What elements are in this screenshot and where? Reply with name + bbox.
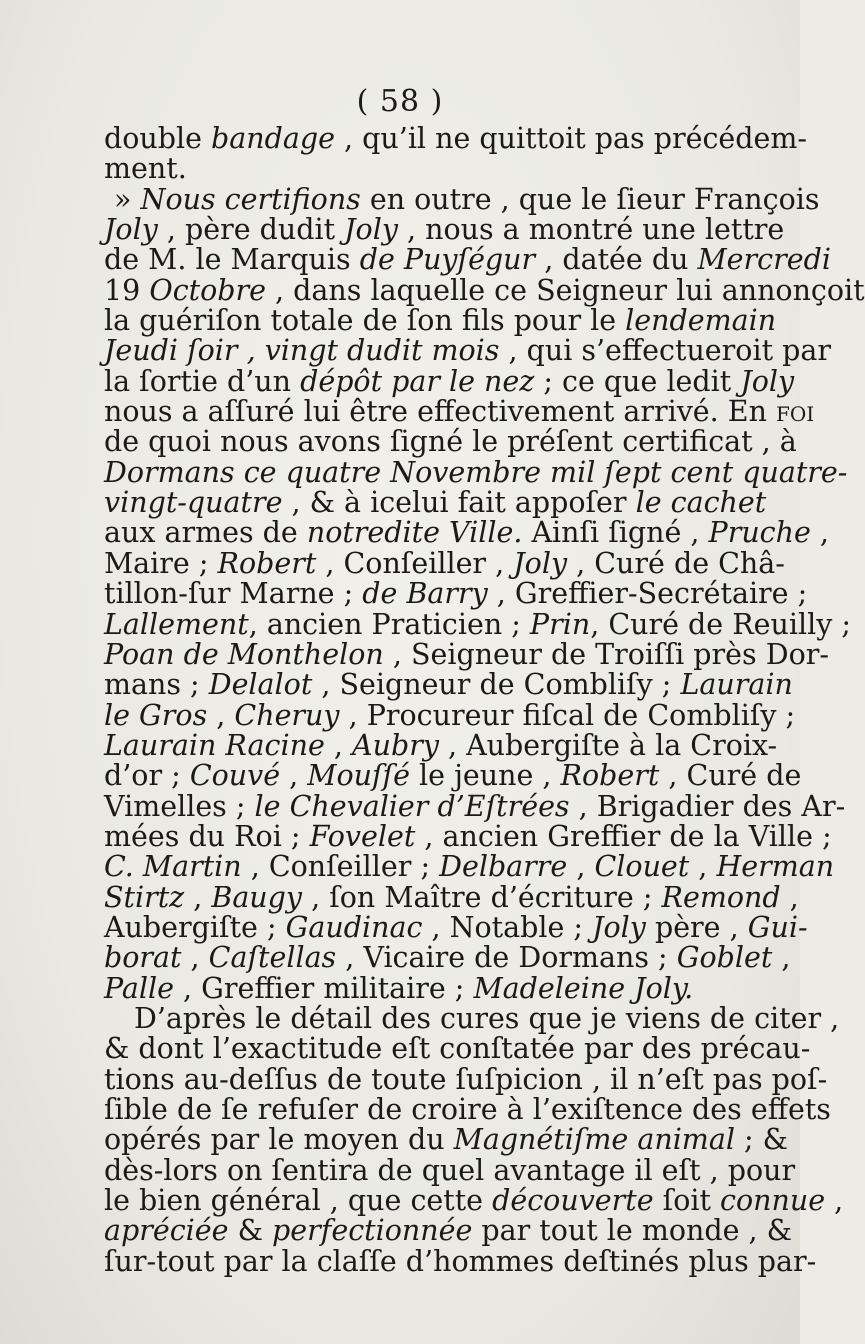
italic-text: Fovelet — [309, 819, 416, 853]
text-segment: , Seigneur de Troiſſi près Dor- — [383, 637, 829, 671]
italic-text: perfectionnée — [272, 1214, 473, 1248]
italic-text: lendemain — [625, 304, 777, 338]
text-line — [104, 850, 835, 884]
text-segment: , — [567, 850, 595, 884]
text-segment: , Notable ; — [422, 910, 593, 944]
text-segment: dès-lors on ſentira de quel avantage il eſt , pour — [104, 1153, 796, 1187]
text-segment: , & à icelui fait appoſer — [282, 486, 636, 520]
text-segment: ſur-tout par la claſſe d’hommes deſtinés plus par- — [104, 1244, 817, 1278]
italic-text: de Barry — [362, 577, 488, 611]
italic-text: bandage — [211, 122, 335, 155]
text-line — [104, 425, 797, 459]
text-segment: ſible de ſe refuſer de croire à l’exiſtence des effets — [104, 1093, 831, 1126]
italic-text: apréciée — [104, 1214, 229, 1248]
italic-text: Clouet — [594, 850, 690, 884]
text-segment: , ancien Praticien ; — [248, 607, 530, 641]
italic-text: Cheruy — [234, 698, 340, 732]
text-segment: la guériſon totale de ſon fils pour le — [104, 304, 626, 338]
text-segment: tillon-ſur Marne ; — [104, 577, 363, 611]
text-segment: D’après le détail des cures que je viens de citer , — [134, 1001, 840, 1035]
text-line — [104, 122, 808, 155]
text-line — [104, 789, 846, 823]
italic-text: Jeudi ſoir , vingt dudit mois — [104, 334, 500, 368]
italic-text: de Puyſégur — [359, 243, 536, 277]
text-line — [104, 1123, 789, 1157]
text-segment: 19 — [104, 273, 150, 307]
text-line — [104, 1184, 844, 1218]
text-line — [104, 880, 799, 914]
italic-text: Lallement — [104, 607, 249, 641]
text-segment: , — [810, 516, 829, 550]
italic-text: Herman — [716, 850, 835, 884]
text-line — [104, 1153, 796, 1187]
text-line — [104, 243, 831, 277]
italic-text: découverte — [492, 1184, 654, 1218]
text-segment: , — [772, 941, 791, 975]
text-segment: ; & — [734, 1123, 789, 1157]
text-segment: , qu’il ne quittoit pas précédem- — [334, 122, 808, 155]
italic-text: Gui- — [747, 910, 808, 944]
italic-text: Joly — [513, 546, 568, 580]
text-line — [104, 273, 865, 307]
text-line — [104, 698, 796, 732]
text-segment: , Curé de Reuilly ; — [590, 607, 851, 641]
italic-text: Delalot — [208, 668, 313, 702]
text-segment: la ſortie d’un — [104, 364, 301, 398]
italic-text: C. Martin — [104, 850, 242, 884]
text-segment: de M. le Marquis — [104, 243, 360, 277]
italic-text: Poan de Monthelon — [104, 637, 384, 671]
text-segment: nous a aſſuré lui être effectivement arrivé. En — [104, 395, 777, 429]
text-segment: tions au-deſſus de toute ſuſpicion , il n’eſt pas poſ- — [104, 1062, 828, 1096]
text-line — [104, 304, 777, 338]
text-segment: , — [280, 759, 308, 793]
italic-text: le cachet — [635, 486, 767, 520]
italic-text: Mouſſé — [307, 759, 410, 793]
text-segment: , ſon Maître d’écriture ; — [302, 880, 662, 914]
text-segment: d’or ; — [104, 759, 190, 793]
text-segment: ment. — [104, 152, 187, 186]
text-line — [104, 1032, 811, 1066]
text-line — [104, 637, 829, 671]
italic-text: Robert — [560, 759, 660, 793]
text-line — [104, 910, 808, 944]
text-segment: mées du Roi ; — [104, 819, 310, 853]
italic-text: Laurain — [680, 668, 793, 702]
italic-text: borat — [104, 941, 182, 975]
italic-text: Dormans ce quatre Novembre mil ſept cent quatre- — [104, 455, 848, 489]
text-line — [104, 1001, 840, 1035]
text-segment: , Curé de — [659, 759, 802, 793]
text-segment: par tout le monde , & — [472, 1214, 793, 1248]
text-segment: , Conſeiller ; — [241, 850, 440, 884]
italic-text: Prin — [529, 607, 591, 641]
text-line — [104, 607, 851, 641]
text-segment: , — [324, 728, 353, 762]
italic-text: Joly — [344, 213, 398, 247]
text-segment: Vimelles ; — [104, 789, 255, 823]
text-line — [104, 1214, 793, 1248]
text-segment: , dans laquelle ce Seigneur lui annonçoit — [266, 273, 865, 307]
text-line — [104, 971, 740, 1005]
text-segment: le jeune , — [409, 759, 561, 793]
italic-text: Stirtz — [104, 880, 185, 914]
italic-text: Joly — [104, 213, 158, 247]
text-segment: , — [780, 880, 799, 914]
italic-text: Gaudinac — [285, 910, 423, 944]
text-segment: , datée du — [535, 243, 698, 277]
text-segment: , Vicaire de Dormans ; — [336, 941, 677, 975]
text-segment: double — [104, 122, 212, 155]
text-segment: père , — [645, 910, 748, 944]
italic-text: dépôt par le nez — [300, 364, 535, 398]
text-line — [104, 1244, 817, 1278]
text-segment: le bien général , que cette — [104, 1184, 493, 1218]
italic-text: Magnétiſme animal — [453, 1123, 735, 1157]
text-segment: en outre , que le ſieur François — [360, 182, 820, 216]
italic-text: le Gros — [104, 698, 208, 732]
text-segment: , nous a montré une lettre — [397, 213, 785, 247]
text-line — [104, 455, 848, 489]
text-segment: , Conſeiller , — [316, 546, 514, 580]
text-segment: , Greffier militaire ; — [173, 971, 474, 1005]
text-segment: aux armes de — [104, 516, 307, 550]
italic-text: Nous certifions — [140, 182, 361, 216]
text-line — [104, 728, 778, 762]
text-segment: , Procureur fiſcal de Combliſy ; — [339, 698, 796, 732]
text-segment: , — [181, 941, 209, 975]
body-text — [104, 122, 865, 1278]
text-segment: , Greffier-Secrétaire ; — [487, 577, 808, 611]
text-segment: ſoit — [653, 1184, 721, 1218]
page-number: ( 58 ) — [356, 84, 444, 119]
text-segment: , Seigneur de Combliſy ; — [312, 668, 681, 702]
text-segment: , Curé de Châ- — [567, 546, 785, 580]
italic-text: vingt-quatre — [104, 486, 283, 520]
text-line — [104, 759, 802, 793]
italic-text: Caſtellas — [208, 941, 337, 975]
italic-text: Baugy — [211, 880, 303, 914]
italic-text: Mercredi — [697, 243, 831, 277]
text-line — [104, 364, 795, 398]
text-segment: , — [689, 850, 717, 884]
italic-text: Pruche — [708, 516, 811, 550]
text-segment: » — [114, 182, 141, 216]
italic-text: Couvé — [189, 759, 281, 793]
text-line — [104, 819, 832, 853]
italic-text: Madeleine Joly. — [473, 971, 694, 1005]
text-segment: de quoi nous avons ſigné le préſent certificat , à — [104, 425, 797, 459]
text-line — [104, 182, 820, 216]
italic-text: Joly — [740, 364, 795, 398]
text-segment: , — [207, 698, 235, 732]
text-segment: , ancien Greffier de la Ville ; — [415, 819, 832, 853]
italic-text: Laurain Racine — [104, 728, 325, 762]
text-segment: & — [228, 1214, 273, 1248]
text-segment: , qui s’effectueroit par — [499, 334, 831, 368]
text-segment: , Brigadier des Ar- — [569, 789, 846, 823]
text-line — [104, 213, 785, 247]
italic-text: Aubry — [352, 728, 439, 762]
text-segment: foi — [776, 395, 815, 429]
text-line — [104, 154, 740, 184]
text-segment: , — [184, 880, 212, 914]
text-line — [104, 1093, 831, 1126]
text-line — [104, 546, 785, 580]
text-segment: ; ce que ledit — [534, 364, 741, 398]
text-segment: mans ; — [104, 668, 209, 702]
italic-text: le Chevalier d’Eſtrées — [254, 789, 570, 823]
text-segment: Aubergiſte ; — [104, 910, 286, 944]
text-line — [104, 1062, 828, 1096]
italic-text: Robert — [217, 546, 317, 580]
text-segment: & dont l’exactitude eſt conſtatée par des précau- — [104, 1032, 811, 1066]
italic-text: Joly — [592, 910, 646, 944]
italic-text: Octobre — [149, 273, 266, 307]
text-line — [104, 941, 791, 975]
text-segment: , père dudit — [157, 213, 345, 247]
italic-text: Palle — [104, 971, 174, 1005]
italic-text: connue — [720, 1184, 826, 1218]
italic-text: Delbarre — [439, 850, 568, 884]
text-line — [104, 516, 829, 550]
text-line — [104, 334, 831, 368]
italic-text: Goblet — [676, 941, 773, 975]
italic-text: notredite Ville. — [306, 516, 523, 550]
text-segment: , Aubergiſte à la Croix- — [438, 728, 778, 762]
text-line — [104, 395, 815, 429]
text-line — [104, 486, 767, 520]
text-segment: Maire ; — [104, 546, 218, 580]
text-segment: opérés par le moyen du — [104, 1123, 454, 1157]
text-line — [104, 668, 793, 702]
text-segment: Ainſi ſigné , — [522, 516, 709, 550]
italic-text: Remond — [661, 880, 781, 914]
text-segment: , — [825, 1184, 844, 1218]
text-line — [104, 577, 808, 611]
